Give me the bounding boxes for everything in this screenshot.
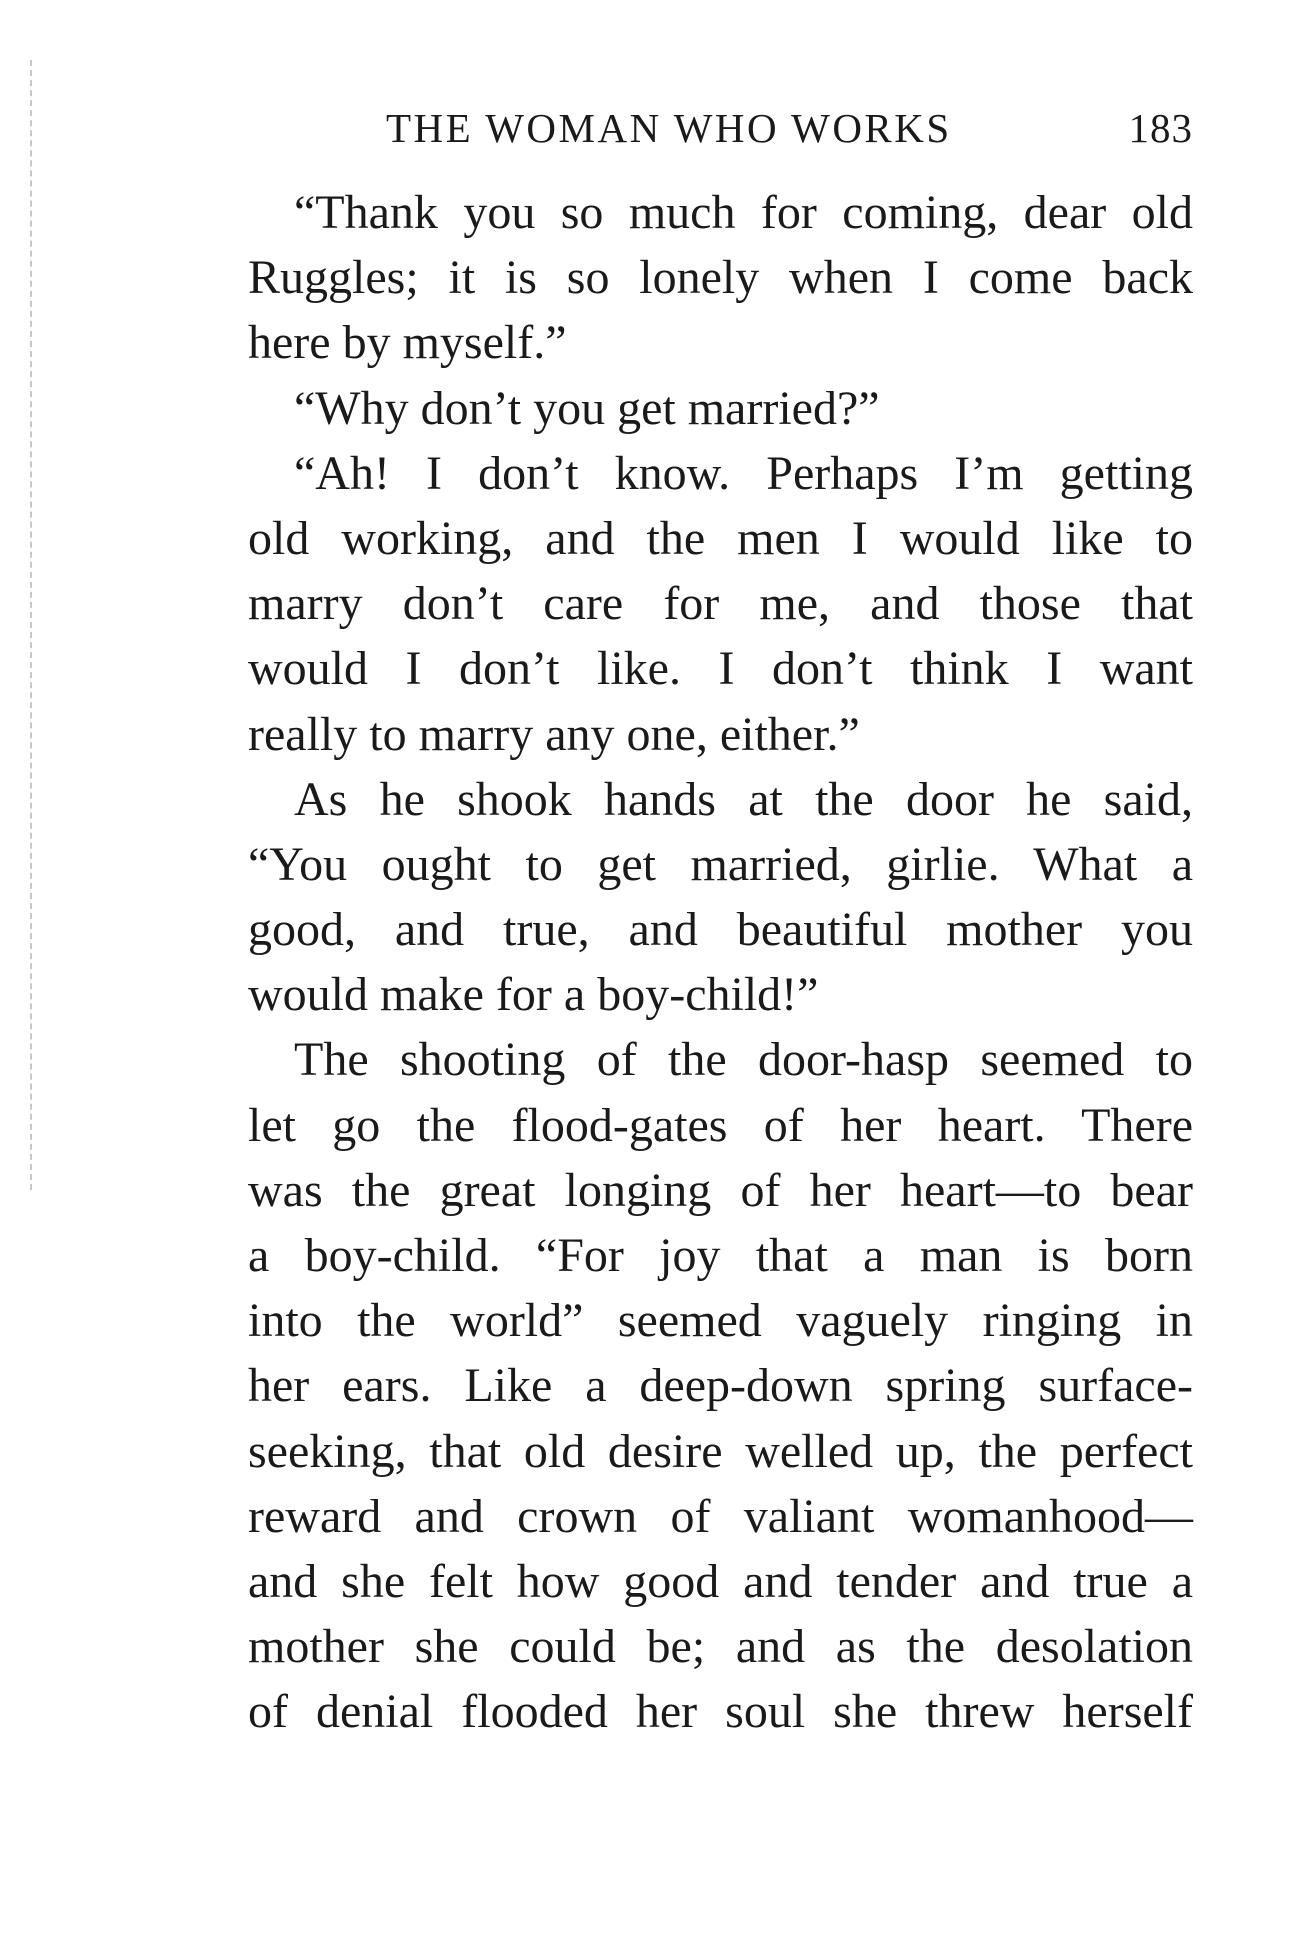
text-line: let go the flood-gates of her heart. There — [248, 1098, 1193, 1152]
text-line: The shooting of the door-hasp seemed to — [294, 1033, 1193, 1087]
text-line: As he shook hands at the door he said, — [294, 772, 1193, 826]
text-line: “Ah! I don’t know. Perhaps I’m getting — [294, 446, 1193, 500]
text-line: and she felt how good and tender and true a — [248, 1554, 1193, 1608]
text-line: would make for a boy-child!” — [248, 968, 819, 1022]
text-line: into the world” seemed vaguely ringing in — [248, 1294, 1193, 1348]
text-line: Ruggles; it is so lonely when I come back — [248, 251, 1193, 305]
text-line: was the great longing of her heart—to bear — [248, 1163, 1193, 1217]
text-line: reward and crown of valiant womanhood— — [248, 1489, 1193, 1543]
text-line: a boy-child. “For joy that a man is born — [248, 1229, 1193, 1282]
text-line: old working, and the men I would like to — [248, 511, 1193, 565]
text-line: would I don’t like. I don’t think I want — [248, 642, 1193, 696]
text-line: seeking, that old desire welled up, the perfect — [248, 1424, 1193, 1478]
text-line: of denial flooded her soul she threw herself — [248, 1685, 1193, 1739]
running-head-title: THE WOMAN WHO WORKS — [386, 105, 952, 151]
text-line: “You ought to get married, girlie. What a — [248, 837, 1193, 891]
text-line: really to marry any one, either.” — [248, 707, 860, 761]
text-line: “Thank you so much for coming, dear old — [294, 186, 1193, 239]
text-line: marry don’t care for me, and those that — [248, 577, 1193, 631]
page-number: 183 — [1128, 105, 1193, 151]
text-line: mother she could be; and as the desolation — [248, 1620, 1193, 1674]
text-line: here by myself.” — [248, 316, 567, 370]
text-line: “Why don’t you get married?” — [294, 381, 880, 435]
text-line: good, and true, and beautiful mother you — [248, 903, 1193, 957]
running-head — [248, 98, 1193, 158]
scan-gutter-mark — [30, 60, 32, 1190]
body-text — [248, 180, 1193, 1745]
text-line: her ears. Like a deep-down spring surface- — [248, 1359, 1193, 1413]
